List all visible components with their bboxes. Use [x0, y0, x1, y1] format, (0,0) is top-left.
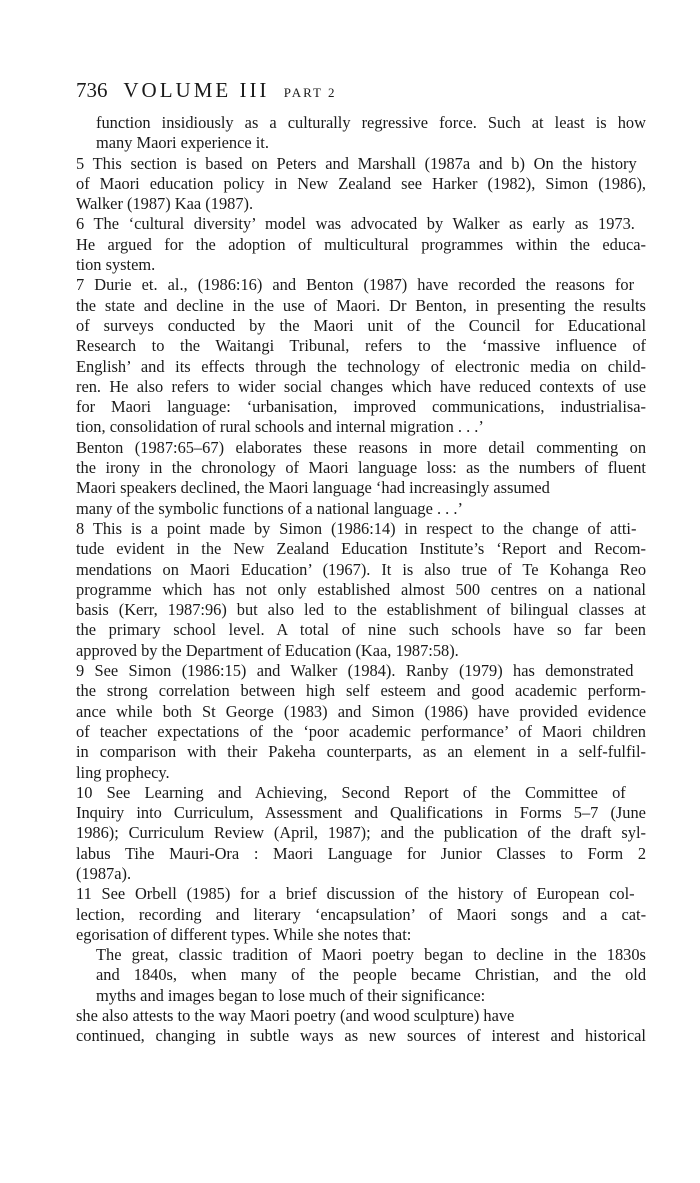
page-number: 736: [76, 78, 108, 102]
text-line: she also attests to the way Maori poetry (and wood sculpture) have: [76, 1006, 515, 1026]
block-quote-line: myths and images began to lose much of their significance:: [96, 985, 486, 1005]
note-11: 11 See Orbell (1985) for a brief discussion of the history of European col-: [76, 884, 635, 904]
text-line: of teacher expectations of the ‘poor academic performance’ of Maori children: [76, 721, 646, 741]
text-line: many Maori experience it.: [96, 133, 269, 153]
text-line: function insidiously as a culturally regressive force. Such at least is how: [96, 113, 646, 132]
text-line: in comparison with their Pakeha counterparts, as an element in a self-fulfil-: [76, 742, 646, 762]
text-line: basis (Kerr, 1987:96) but also led to the establishment of bilingual classes at: [76, 600, 646, 620]
text-line: Inquiry into Curriculum, Assessment and Qualifications in Forms 5–7 (June: [76, 803, 646, 823]
text-line: many of the symbolic functions of a national language . . .’: [76, 498, 463, 518]
note-7: 7 Durie et. al., (1986:16) and Benton (1987) have recorded the reasons for: [76, 275, 635, 295]
text-line: mendations on Maori Education’ (1967). It is also true of Te Kohanga Reo: [76, 559, 647, 579]
text-line: of Maori education policy in New Zealand see Harker (1982), Simon (1986),: [76, 173, 647, 193]
text-line: (1987a).: [76, 863, 132, 883]
text-line: Benton (1987:65–67) elaborates these reasons in more detail commenting on: [76, 437, 647, 457]
block-quote-line: and 1840s, when many of the people became Christian, and the old: [96, 965, 647, 985]
text-line: lection, recording and literary ‘encapsulation’ of Maori songs and a cat-: [76, 904, 647, 924]
text-line: programme which has not only established almost 500 centres on a national: [76, 579, 646, 599]
note-5: 5 This section is based on Peters and Marshall (1987a and b) On the history: [76, 153, 637, 173]
note-9: 9 See Simon (1986:15) and Walker (1984). Ranby (1979) has demonstrated: [76, 661, 634, 681]
text-line: ren. He also refers to wider social changes which have reduced contexts of use: [76, 376, 647, 396]
text-line: Research to the Waitangi Tribunal, refers to the ‘massive influence of: [76, 336, 647, 356]
text-line: the state and decline in the use of Maori. Dr Benton, in presenting the results: [76, 295, 646, 315]
note-10: 10 See Learning and Achieving, Second Report of the Committee of: [76, 782, 626, 802]
text-line: tude evident in the New Zealand Education Institute’s ‘Report and Recom-: [76, 539, 646, 559]
text-line: the irony in the chronology of Maori language loss: as the numbers of fluent: [76, 458, 646, 478]
text-line: for Maori language: ‘urbanisation, improved communications, industrialisa-: [76, 397, 646, 417]
text-line: tion system.: [76, 255, 156, 275]
text-line: tion, consolidation of rural schools and internal migration . . .’: [76, 417, 484, 437]
text-line: the strong correlation between high self esteem and good academic perform-: [76, 681, 646, 701]
text-line: ling prophecy.: [76, 762, 170, 782]
text-line: egorisation of different types. While she notes that:: [76, 924, 412, 944]
text-line: 1986); Curriculum Review (April, 1987); and the publication of the draft syl-: [76, 823, 647, 843]
document-page: [76, 78, 646, 1047]
text-line: Maori speakers declined, the Maori language ‘had increasingly assumed: [76, 478, 550, 498]
notes-text: [76, 113, 646, 1047]
text-line: labus Tihe Mauri-Ora : Maori Language for Junior Classes to Form 2: [76, 843, 647, 863]
text-line: English’ and its effects through the technology of electronic media on child-: [76, 356, 646, 376]
volume-label: VOLUME III: [123, 78, 270, 102]
note-6: 6 The ‘cultural diversity’ model was advocated by Walker as early as 1973.: [76, 214, 635, 234]
part-label: PART 2: [283, 85, 337, 100]
text-line: of surveys conducted by the Maori unit of the Council for Educational: [76, 315, 646, 335]
text-line: approved by the Department of Education (Kaa, 1987:58).: [76, 640, 459, 660]
block-quote-line: The great, classic tradition of Maori poetry began to decline in the 1830s: [96, 945, 646, 965]
note-8: 8 This is a point made by Simon (1986:14) in respect to the change of atti-: [76, 518, 637, 538]
text-line: the primary school level. A total of nine such schools have so far been: [76, 620, 646, 640]
text-line: continued, changing in subtle ways as new sources of interest and historical: [76, 1026, 646, 1046]
text-line: Walker (1987) Kaa (1987).: [76, 194, 254, 214]
running-head: [76, 78, 646, 103]
text-line: He argued for the adoption of multicultural programmes within the educa-: [76, 234, 647, 254]
text-line: ance while both St George (1983) and Simon (1986) have provided evidence: [76, 701, 647, 721]
